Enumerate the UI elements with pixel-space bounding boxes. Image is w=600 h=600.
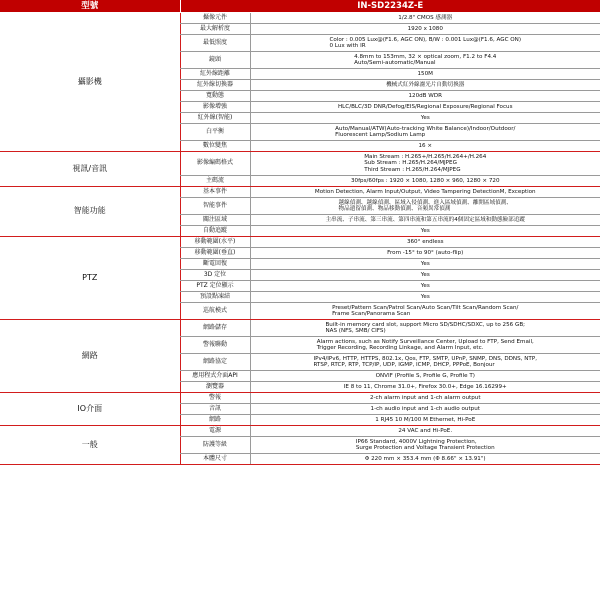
header-model-number: IN-SD2234Z-E	[180, 0, 600, 13]
spec-value-text: 1 RJ45 10 M/100 M Ethernet, Hi-PoE	[375, 416, 476, 423]
spec-value-text: Preset/Pattern Scan/Patrol Scan/Auto Scan/Tilt Scan/Random Scan/ Frame Scan/Panorama Scan	[332, 304, 519, 317]
spec-field-label: 最低照度	[180, 35, 250, 52]
spec-value-text: ONVIF (Profile S, Profile G, Profile T)	[375, 372, 475, 379]
spec-field-value	[250, 415, 600, 426]
spec-value-text: Yes	[420, 282, 430, 289]
spec-value-text: Color : 0.005 Lux@(F1.6, AGC ON), B/W : 0.001 Lux@(F1.6, AGC ON) 0 Lux with IR	[329, 36, 522, 49]
spec-field-label: 移動範圍(水平)	[180, 237, 250, 248]
spec-value-text: IP66 Standard, 4000V Lightning Protection, Surge Protection and Voltage Transient Protection	[355, 438, 495, 451]
section-category: 一般	[0, 426, 180, 465]
spec-field-label: 網路協定	[180, 354, 250, 371]
spec-value-text: 越線偵測、越線偵測、區域入侵偵測、進入區域偵測、離開區域偵測、 物品遺留偵測、物品移動偵測、音頻異常偵測	[338, 199, 512, 212]
table-row	[0, 237, 600, 248]
spec-field-value	[250, 187, 600, 198]
spec-value-text: 30fps/60fps : 1920 × 1080, 1280 × 960, 1280 × 720	[350, 177, 500, 184]
spec-field-label: 影像編碼格式	[180, 152, 250, 176]
spec-value-text: Built-in memory card slot, support Micro SD/SDHC/SDXC, up to 256 GB; NAS (NFS, SMB/ CIFS)	[325, 321, 526, 334]
spec-value-text: 機械式紅外線濾光片自動切換器	[386, 81, 465, 88]
section-category: 智能功能	[0, 187, 180, 237]
spec-field-value	[250, 259, 600, 270]
spec-value-text: 1-ch audio input and 1-ch audio output	[370, 405, 480, 412]
spec-field-value	[250, 270, 600, 281]
spec-field-label: 寬動態	[180, 91, 250, 102]
spec-value-text: Yes	[420, 227, 430, 234]
spec-field-label: 移動範圍(垂直)	[180, 248, 250, 259]
spec-field-value	[250, 13, 600, 24]
spec-field-label: 音訊	[180, 404, 250, 415]
spec-value-text: 24 VAC and Hi-PoE.	[398, 427, 453, 434]
spec-field-label: 攝像元件	[180, 13, 250, 24]
spec-field-value	[250, 52, 600, 69]
spec-field-label: 警報	[180, 393, 250, 404]
spec-field-value	[250, 371, 600, 382]
spec-field-value	[250, 24, 600, 35]
spec-field-value	[250, 337, 600, 354]
spec-field-label: PTZ 定位顯示	[180, 281, 250, 292]
section-category: 攝影機	[0, 13, 180, 152]
spec-field-value	[250, 91, 600, 102]
spec-field-value	[250, 141, 600, 152]
spec-field-label: 關注區域	[180, 215, 250, 226]
spec-value-text: Yes	[420, 260, 430, 267]
spec-field-label: 3D 定位	[180, 270, 250, 281]
section-category: 網路	[0, 320, 180, 393]
spec-field-value	[250, 152, 600, 176]
spec-field-label: 網路儲存	[180, 320, 250, 337]
spec-value-text: 1920 x 1080	[407, 25, 443, 32]
spec-value-text: Φ 220 mm × 353.4 mm (Φ 8.66" × 13.91")	[364, 455, 486, 462]
spec-field-label: 應用程式介面API	[180, 371, 250, 382]
spec-field-label: 主碼流	[180, 176, 250, 187]
spec-field-label: 影像增強	[180, 102, 250, 113]
spec-field-label: 紅外線切換器	[180, 80, 250, 91]
spec-field-label: 斷電回復	[180, 259, 250, 270]
spec-field-value	[250, 124, 600, 141]
spec-field-label: 防護等級	[180, 437, 250, 454]
spec-field-value	[250, 404, 600, 415]
spec-value-text: 1/2.8" CMOS 感測器	[398, 14, 453, 21]
spec-field-value	[250, 354, 600, 371]
section-category: PTZ	[0, 237, 180, 320]
spec-field-value	[250, 393, 600, 404]
spec-value-text: Motion Detection, Alarm Input/Output, Video Tampering DetectionM, Exception	[314, 188, 536, 195]
spec-value-text: Alarm actions, such as Notify Surveillance Center, Upload to FTP, Send Email, Trigger Recording, Recording Linkage, and Alarm Input, etc.	[316, 338, 534, 351]
spec-field-label: 電源	[180, 426, 250, 437]
spec-value-text: 4.8mm to 153mm, 32 × optical zoom, F1.2 to F4.4 Auto/Semi-automatic/Manual	[354, 53, 497, 66]
spec-field-value	[250, 281, 600, 292]
spec-field-value	[250, 382, 600, 393]
spec-field-value	[250, 426, 600, 437]
spec-field-label: 數位變焦	[180, 141, 250, 152]
spec-value-text: Main Stream : H.265+/H.265/H.264+/H.264 Sub Stream : H.265/H.264/MJPEG Third Stream : H.265/H.264/MJPEG	[364, 153, 487, 173]
spec-value-text: IE 8 to 11, Chrome 31.0+, Firefox 30.0+, Edge 16.16299+	[343, 383, 507, 390]
spec-field-value	[250, 215, 600, 226]
spec-value-text: 16 ×	[418, 142, 433, 149]
spec-field-value	[250, 237, 600, 248]
spec-field-label: 基本事件	[180, 187, 250, 198]
spec-field-value	[250, 80, 600, 91]
spec-value-text: 2-ch alarm input and 1-ch alarm output	[369, 394, 481, 401]
spec-field-label: 警報聯動	[180, 337, 250, 354]
spec-value-text: Yes	[420, 114, 430, 121]
spec-field-value	[250, 176, 600, 187]
spec-field-label: 紅外線(智能)	[180, 113, 250, 124]
table-row	[0, 426, 600, 437]
table-row	[0, 187, 600, 198]
spec-field-label: 巡航模式	[180, 303, 250, 320]
spec-field-value	[250, 320, 600, 337]
spec-value-text: 120dB WDR	[408, 92, 443, 99]
spec-field-label: 瀏覽器	[180, 382, 250, 393]
spec-field-value	[250, 454, 600, 465]
spec-value-text: 150M	[417, 70, 433, 77]
spec-field-value	[250, 292, 600, 303]
spec-value-text: Auto/Manual/ATW(Auto-tracking White Balance)/Indoor/Outdoor/ Fluorescent Lamp/Sodium Lamp	[335, 125, 516, 138]
spec-field-value	[250, 35, 600, 52]
table-row	[0, 152, 600, 176]
spec-field-value	[250, 198, 600, 215]
spec-field-label: 網路	[180, 415, 250, 426]
spec-field-label: 鏡頭	[180, 52, 250, 69]
spec-field-label: 最大解析度	[180, 24, 250, 35]
spec-field-value	[250, 303, 600, 320]
spec-field-label: 預設點凍結	[180, 292, 250, 303]
header-model-label: 型號	[0, 0, 180, 13]
spec-value-text: HLC/BLC/3D DNR/Defog/EIS/Regional Exposure/Regional Focus	[337, 103, 513, 110]
table-row	[0, 393, 600, 404]
spec-value-text: IPv4/IPv6, HTTP, HTTPS, 802.1x, Qos, FTP, SMTP, UPnP, SNMP, DNS, DDNS, NTP, RTSP, RTCP, RTP, TCP/IP, UDP, IGMP, ICMP, DHCP, PPPoE, Bonjour	[313, 355, 537, 368]
spec-field-value	[250, 437, 600, 454]
spec-field-value	[250, 113, 600, 124]
section-category: IO介面	[0, 393, 180, 426]
table-row	[0, 320, 600, 337]
spec-field-value	[250, 102, 600, 113]
spec-field-label: 本體尺寸	[180, 454, 250, 465]
table-header-row	[0, 0, 600, 13]
spec-value-text: Yes	[420, 271, 430, 278]
spec-value-text: 360° endless	[406, 238, 444, 245]
spec-value-text: Yes	[420, 293, 430, 300]
spec-field-value	[250, 69, 600, 80]
spec-field-label: 紅外線距離	[180, 69, 250, 80]
spec-field-value	[250, 248, 600, 259]
spec-field-label: 智能事件	[180, 198, 250, 215]
spec-value-text: 主串流、子串流、第三串流、第四串流和第五串流的4個固定區域和動態臉部追蹤	[325, 216, 525, 223]
section-category: 視訊/音訊	[0, 152, 180, 187]
spec-field-label: 白平衡	[180, 124, 250, 141]
spec-field-value	[250, 226, 600, 237]
spec-value-text: From -15° to 90° (auto-flip)	[387, 249, 464, 256]
spec-field-label: 自動追蹤	[180, 226, 250, 237]
table-row	[0, 13, 600, 24]
